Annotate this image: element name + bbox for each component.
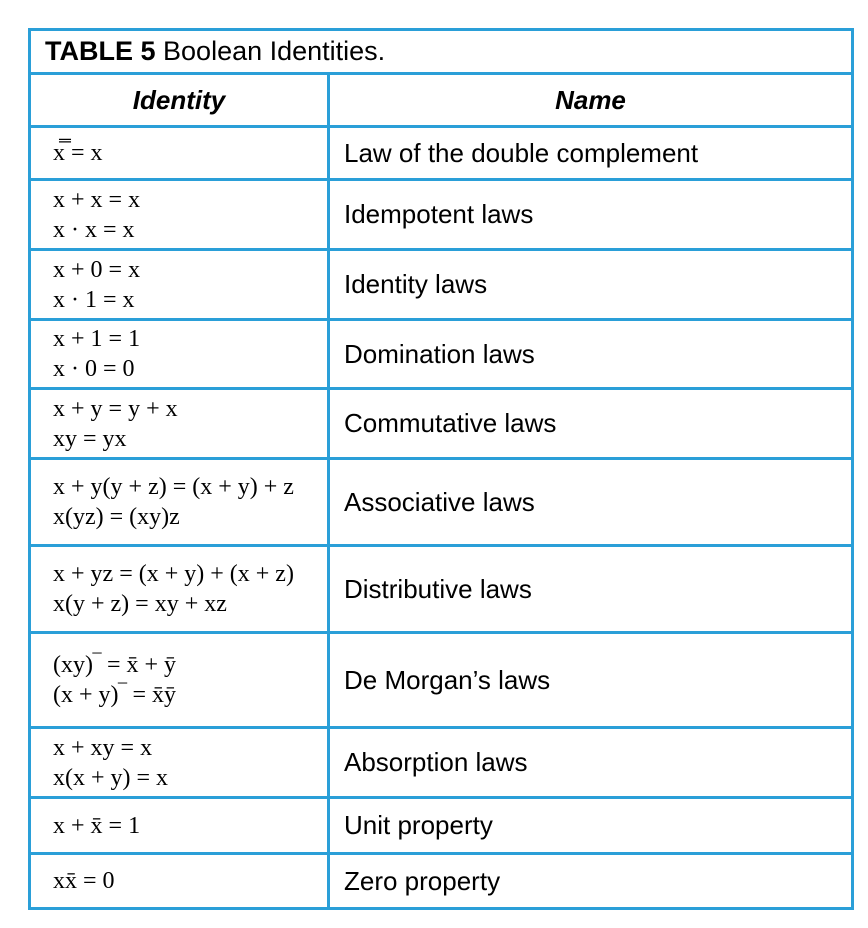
header-name: Name bbox=[555, 84, 626, 115]
name-cell: Law of the double complement bbox=[344, 137, 699, 168]
caption-label: TABLE 5 bbox=[45, 36, 156, 66]
identity-formula: x · 0 = 0 bbox=[53, 356, 135, 382]
caption-title: Boolean Identities. bbox=[163, 36, 386, 66]
name-cell: Idempotent laws bbox=[344, 199, 534, 229]
identity-cell bbox=[31, 390, 330, 457]
name-cell: Absorption laws bbox=[344, 747, 528, 777]
identity-cell bbox=[31, 547, 330, 631]
identity-formula: (x + y)‾ = x̄ȳ bbox=[53, 682, 177, 708]
table-row bbox=[31, 390, 851, 460]
identity-cell bbox=[31, 128, 330, 178]
table-row bbox=[31, 799, 851, 855]
boolean-identities-table bbox=[28, 28, 854, 910]
table-row bbox=[31, 729, 851, 799]
identity-cell bbox=[31, 855, 330, 907]
header-identity: Identity bbox=[31, 75, 330, 125]
table-row bbox=[31, 460, 851, 547]
name-cell: Domination laws bbox=[344, 338, 535, 369]
identity-cell bbox=[31, 634, 330, 726]
identity-formula: xx̄ = 0 bbox=[53, 868, 115, 894]
identity-formula: x(yz) = (xy)z bbox=[53, 504, 180, 530]
identity-cell bbox=[31, 251, 330, 318]
identity-formula: x + xy = x bbox=[53, 734, 153, 761]
name-cell: Associative laws bbox=[344, 486, 535, 517]
identity-formula: x + y(y + z) = (x + y) + z bbox=[53, 474, 294, 500]
identity-formula: x + y = y + x bbox=[53, 395, 178, 422]
table-row bbox=[31, 321, 851, 390]
header-row bbox=[31, 75, 851, 128]
name-cell: Commutative laws bbox=[344, 408, 557, 438]
table-row bbox=[31, 128, 851, 181]
table-row bbox=[31, 855, 851, 907]
identity-cell bbox=[31, 181, 330, 248]
name-cell: Zero property bbox=[344, 865, 501, 896]
identity-formula: x + yz = (x + y) + (x + z) bbox=[53, 561, 294, 587]
identity-cell bbox=[31, 729, 330, 796]
name-cell: De Morgan’s laws bbox=[344, 664, 551, 695]
identity-formula: x + 1 = 1 bbox=[53, 326, 141, 352]
identity-formula: x · x = x bbox=[53, 216, 135, 243]
table-row bbox=[31, 547, 851, 634]
identity-cell bbox=[31, 321, 330, 387]
identity-formula: x̿ = x bbox=[53, 140, 103, 166]
identity-formula: x(x + y) = x bbox=[53, 764, 169, 791]
identity-formula: x(y + z) = xy + xz bbox=[53, 591, 227, 617]
name-cell: Identity laws bbox=[344, 269, 488, 299]
identity-formula: x + x = x bbox=[53, 186, 141, 213]
identity-formula: x · 1 = x bbox=[53, 286, 135, 313]
identity-cell bbox=[31, 799, 330, 852]
table-row bbox=[31, 634, 851, 729]
identity-formula: (xy)‾ = x̄ + ȳ bbox=[53, 652, 177, 678]
name-cell: Unit property bbox=[344, 810, 493, 840]
table-row bbox=[31, 251, 851, 321]
table-caption bbox=[31, 31, 851, 75]
name-cell: Distributive laws bbox=[344, 573, 532, 604]
identity-formula: xy = yx bbox=[53, 425, 127, 452]
identity-formula: x + x̄ = 1 bbox=[53, 812, 141, 839]
table-row bbox=[31, 181, 851, 251]
identity-cell bbox=[31, 460, 330, 544]
identity-formula: x + 0 = x bbox=[53, 256, 141, 283]
